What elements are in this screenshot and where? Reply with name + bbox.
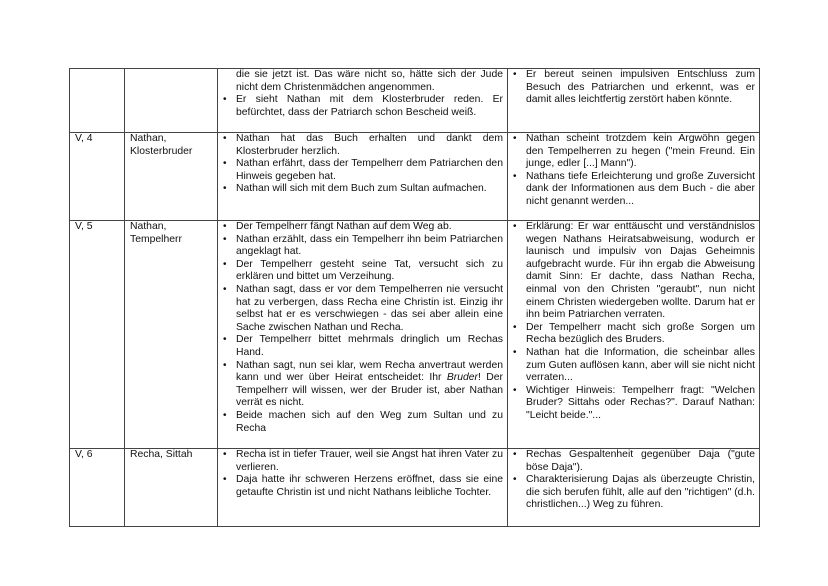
note-item: • Der Tempelherr macht sich große Sorgen um Recha bezüglich des Bruders. xyxy=(526,322,755,347)
event-item: • Nathan sagt, dass er vor dem Tempelherren nie versucht hat zu verbergen, dass Recha eine Christin ist. Einzig ihr selbst hat er es verschwiegen - das sei aber allein eine Sache zwischen Nathan und Recha. xyxy=(236,284,503,334)
event-item: • Der Tempelherr bittet mehrmals dringlich um Rechas Hand. xyxy=(236,334,503,359)
scene-ref-cell xyxy=(70,69,125,133)
note-item: • Charakterisierung Dajas als überzeugte Christin, die sich berufen fühlt, alle auf den "richtigen" (d.h. christlichen...) Weg zu führen. xyxy=(526,474,755,512)
events-cell xyxy=(218,449,508,527)
notes-cell xyxy=(508,133,760,221)
event-text: ! Der Tempelherr will wissen, wer der Bruder ist, aber Nathan verrät es nicht. xyxy=(236,372,503,409)
event-item: • Recha ist in tiefer Trauer, weil sie Angst hat ihren Vater zu verlieren. xyxy=(236,449,503,474)
table-row xyxy=(70,221,760,449)
notes-cell xyxy=(508,449,760,527)
emphasis-text: Bruder xyxy=(446,372,478,384)
note-item: • Rechas Gespaltenheit gegenüber Daja ("gute böse Daja"). xyxy=(526,449,755,474)
note-item: • Nathan hat die Information, die scheinbar alles zum Guten auflösen kann, aber will sie nicht nicht verraten... xyxy=(526,347,755,385)
event-item: • Beide machen sich auf den Weg zum Sultan und zu Recha xyxy=(236,410,503,435)
characters-cell xyxy=(125,69,218,133)
notes-cell xyxy=(508,221,760,449)
note-item: • Nathans tiefe Erleichterung und große Zuversicht dank der Informationen aus dem Buch - die aber nicht genannt werden... xyxy=(526,171,755,209)
scene-ref-cell: V, 5 xyxy=(70,221,125,449)
events-cell xyxy=(218,221,508,449)
event-item: • Der Tempelherr gesteht seine Tat, versucht sich zu erklären und bittet um Verzeihung. xyxy=(236,259,503,284)
note-item: • Erklärung: Er war enttäuscht und verständnislos wegen Nathans Heiratsabweisung, wodurch er launisch und impulsiv von Dajas Geheimnis aufgebracht wurde. Für ihn ergab die Abweisung damit Sinn: Er dachte, dass Nathan Recha, einmal von den Christen "geraubt", nun nicht einem Christen wiedergeben wollte. Darum hat er ihn beim Patriarchen verraten. xyxy=(526,221,755,322)
event-item: • Daja hatte ihr schweren Herzens eröffnet, dass sie eine getaufte Christin ist und nicht Nathans leibliche Tochter. xyxy=(236,474,503,499)
scene-table xyxy=(69,68,760,527)
event-item: • Nathan hat das Buch erhalten und dankt dem Klosterbruder herzlich. xyxy=(236,133,503,158)
scene-ref-cell: V, 6 xyxy=(70,449,125,527)
note-item: • Wichtiger Hinweis: Tempelherr fragt: "Welchen Bruder? Sittahs oder Rechas?". Darauf Nathan: "Leicht beide."... xyxy=(526,385,755,423)
table-row xyxy=(70,449,760,527)
note-item: • Er bereut seinen impulsiven Entschluss zum Besuch des Patriarchen und erkennt, was er damit alles leichtfertig zerstört haben könnte. xyxy=(526,69,755,107)
note-item: • Nathan scheint trotzdem kein Argwöhn gegen den Tempelherren zu hegen ("mein Freund. Ein junge, edler [...] Mann"). xyxy=(526,133,755,171)
event-item: • Er sieht Nathan mit dem Klosterbruder reden. Er befürchtet, dass der Patriarch schon Bescheid weiß. xyxy=(236,94,503,119)
characters-cell: Nathan, Klosterbruder xyxy=(125,133,218,221)
event-item: die sie jetzt ist. Das wäre nicht so, hätte sich der Jude nicht dem Christenmädchen angenommen. xyxy=(236,69,503,93)
event-item: • Der Tempelherr fängt Nathan auf dem Weg ab. xyxy=(236,221,503,234)
event-text: Nathan sagt, nun sei klar, wem Recha anvertraut werden kann und wer über Heirat entscheidet: Ihr xyxy=(236,359,503,384)
characters-cell: Nathan, Tempelherr xyxy=(125,221,218,449)
table-row xyxy=(70,69,760,133)
event-item xyxy=(236,360,503,410)
event-item: • Nathan erfährt, dass der Tempelherr dem Patriarchen den Hinweis gegeben hat. xyxy=(236,158,503,183)
characters-cell: Recha, Sittah xyxy=(125,449,218,527)
notes-cell xyxy=(508,69,760,133)
scene-ref-cell: V, 4 xyxy=(70,133,125,221)
events-cell xyxy=(218,69,508,133)
event-item: • Nathan erzählt, dass ein Tempelherr ihn beim Patriarchen angeklagt hat. xyxy=(236,234,503,259)
event-item: • Nathan will sich mit dem Buch zum Sultan aufmachen. xyxy=(236,183,503,196)
table-row xyxy=(70,133,760,221)
events-cell xyxy=(218,133,508,221)
